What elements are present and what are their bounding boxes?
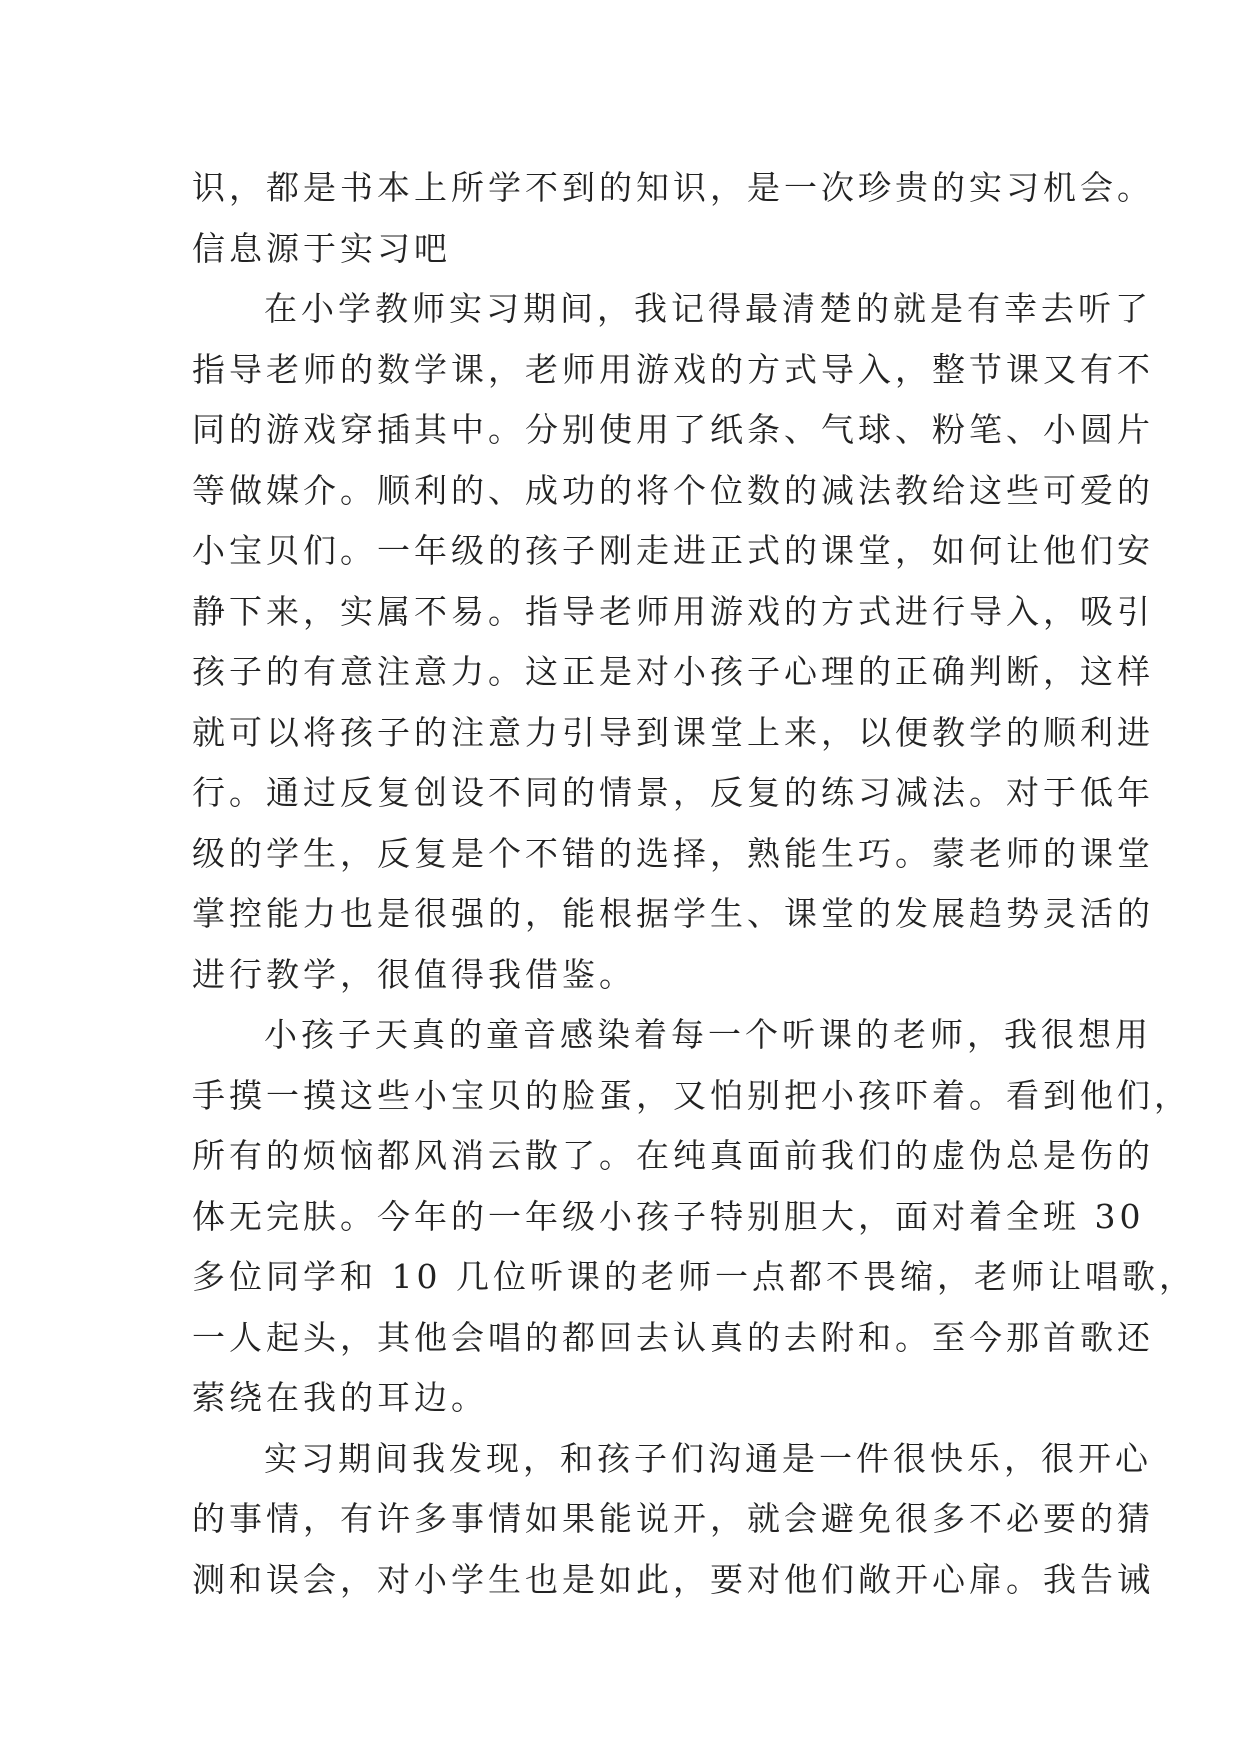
text-line: 萦绕在我的耳边。 [192, 1378, 488, 1417]
text-line: 识，都是书本上所学不到的知识，是一次珍贵的实习机会。 [192, 168, 1154, 207]
paragraph-first-line: 小孩子天真的童音感染着每一个听课的老师，我很想用 [264, 1015, 1152, 1054]
text-line: 的事情，有许多事情如果能说开，就会避免很多不必要的猜 [192, 1499, 1154, 1538]
text-line: 进行教学，很值得我借鉴。 [192, 954, 636, 994]
text-line: 体无完肤。今年的一年级小孩子特别胆大，面对着全班 30 [192, 1196, 1145, 1236]
text-line: 手摸一摸这些小宝贝的脸蛋，又怕别把小孩吓着。看到他们， [192, 1075, 1191, 1115]
text-line: 一人起头，其他会唱的都回去认真的去附和。至今那首歌还 [192, 1317, 1154, 1357]
text-line: 孩子的有意注意力。这正是对小孩子心理的正确判断，这样 [192, 652, 1154, 691]
text-line: 多位同学和 10 几位听课的老师一点都不畏缩，老师让唱歌， [192, 1257, 1196, 1296]
text-line: 测和误会，对小学生也是如此，要对他们敞开心扉。我告诫 [192, 1559, 1154, 1599]
text-line: 等做媒介。顺利的、成功的将个位数的减法教给这些可爱的 [192, 470, 1154, 510]
text-line: 级的学生，反复是个不错的选择，熟能生巧。蒙老师的课堂 [192, 833, 1154, 873]
text-line: 小宝贝们。一年级的孩子刚走进正式的课堂，如何让他们安 [192, 531, 1154, 570]
text-line: 同的游戏穿插其中。分别使用了纸条、气球、粉笔、小圆片 [192, 410, 1154, 449]
text-line: 掌控能力也是很强的，能根据学生、课堂的发展趋势灵活的 [192, 894, 1154, 933]
document-body-text [192, 158, 1196, 1610]
text-line: 静下来，实属不易。指导老师用游戏的方式进行导入，吸引 [192, 591, 1154, 631]
paragraph-first-line: 实习期间我发现，和孩子们沟通是一件很快乐，很开心 [264, 1438, 1152, 1478]
text-line: 行。通过反复创设不同的情景，反复的练习减法。对于低年 [192, 773, 1154, 812]
paragraph-first-line: 在小学教师实习期间，我记得最清楚的就是有幸去听了 [264, 289, 1152, 328]
text-line: 信息源于实习吧 [192, 228, 451, 268]
text-line: 就可以将孩子的注意力引导到课堂上来，以便教学的顺利进 [192, 712, 1154, 752]
text-line: 指导老师的数学课，老师用游戏的方式导入，整节课又有不 [192, 349, 1154, 389]
text-line: 所有的烦恼都风消云散了。在纯真面前我们的虚伪总是伤的 [192, 1136, 1154, 1175]
